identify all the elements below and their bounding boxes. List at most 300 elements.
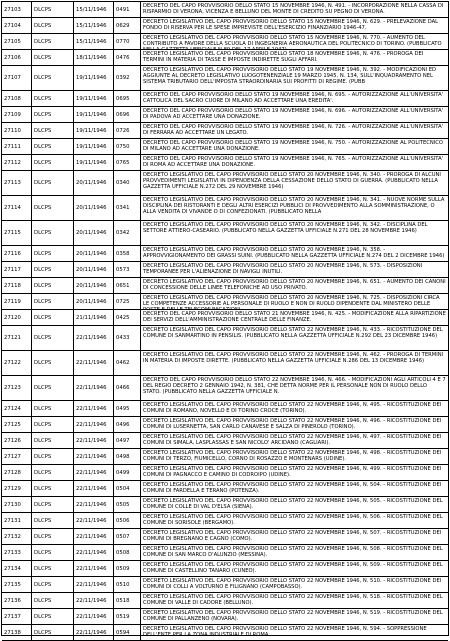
act-date-cell [74, 465, 114, 480]
act-description-text: DECRETO LEGISLATIVO DEL CAPO PROVVISORIO DELLO STATO 22 NOVEMBRE 1946, N. 518. - RICOSTITUZIONE DEL COMUNE DI VALLE DI CADORE (BELLUNO). [143, 594, 443, 607]
record-number-cell [2, 326, 32, 350]
act-description-text: DECRETO LEGISLATIVO DEL CAPO PROVVISORIO DELLO STATO 15 NOVEMBRE 1946, N. 770. - AUMENTO DEL CONTRIBUTO A FAVORE DELLA SCUOLA DI INGEGNERIA AERONAUTICA DEL POLITECNICO DI TORINO. (PUBBLICATO [143, 35, 442, 48]
act-code-text: 0696 [116, 111, 130, 118]
act-type-text: DLCPS [34, 581, 52, 588]
act-description-cell [141, 91, 448, 106]
act-code-text: 0340 [116, 180, 130, 186]
act-code-text: 0765 [116, 159, 130, 166]
table-row [2, 433, 448, 449]
table-row [2, 310, 448, 326]
act-type-text: DLCPS [34, 298, 52, 305]
act-date-cell [74, 593, 114, 608]
record-number-text: 27125 [4, 421, 21, 428]
act-code-text: 0495 [116, 405, 130, 412]
record-number-text: 27112 [4, 159, 21, 166]
record-number-text: 27113 [4, 180, 21, 186]
table-row [2, 577, 448, 593]
act-description-text: DECRETO LEGISLATIVO DEL CAPO PROVVISORIO DELLO STATO 20 NOVEMBRE 1946, N. 341. - NUOVE NORME SULLA DISCIPLINA DEI RISTORANTI E DEGLI ALTRI ESERCIZI PUBBLICI DI PROVVEDIMENTO ALLA SOMMINISTRAZIONE, O ALLA VENDITA DI VIVANDE O DI CONFEZIONATI. (PUBBLICATO NELLA [143, 197, 445, 216]
record-number-cell [2, 625, 32, 640]
act-type-cell [32, 91, 74, 106]
act-type-cell [32, 561, 74, 576]
act-date-text: 21/11/1946 [76, 314, 107, 321]
table-row [2, 497, 448, 513]
act-date-cell [74, 449, 114, 464]
act-type-cell [32, 609, 74, 624]
act-type-cell [32, 529, 74, 544]
act-description-cell [141, 351, 448, 375]
act-description-cell [141, 417, 448, 432]
act-type-text: DLCPS [34, 453, 52, 460]
act-date-text: 22/11/1946 [76, 501, 107, 508]
act-code-cell [114, 246, 141, 261]
act-type-text: DLCPS [34, 549, 52, 556]
act-date-cell [74, 529, 114, 544]
record-number-cell [2, 2, 32, 17]
act-date-text: 22/11/1946 [76, 405, 107, 412]
act-type-text: DLCPS [34, 159, 52, 166]
table-row [2, 545, 448, 561]
act-type-cell [32, 2, 74, 17]
act-description-text: DECRETO LEGISLATIVO DEL CAPO PROVVISORIO DELLO STATO 22 NOVEMBRE 1946, N. 594. - SOPPRESSIONE DELL'ENTE PER LA ZONA INDUSTRIALE DI ROMA. [143, 626, 427, 639]
act-type-text: DLCPS [34, 421, 52, 428]
act-code-cell [114, 18, 141, 33]
act-date-text: 19/11/1946 [76, 75, 107, 81]
record-number-cell [2, 593, 32, 608]
record-number-text: 27127 [4, 453, 21, 460]
act-type-cell [32, 376, 74, 400]
act-date-cell [74, 609, 114, 624]
act-date-cell [74, 294, 114, 309]
act-description-text: DECRETO DEL CAPO PROVVISORIO DELLO STATO 19 NOVEMBRE 1946, N. 726. - AUTORIZZAZIONE ALL'UNIVERSITA' DI FERRARA AD ACCETTARE UN LEGATO. [143, 124, 444, 137]
record-number-text: 27109 [4, 111, 21, 118]
act-date-cell [74, 139, 114, 154]
act-type-text: DLCPS [34, 180, 52, 186]
record-number-text: 27124 [4, 405, 21, 412]
act-code-cell [114, 376, 141, 400]
act-code-cell [114, 609, 141, 624]
act-code-text: 0497 [116, 437, 130, 444]
record-number-text: 27123 [4, 385, 21, 391]
table-row [2, 246, 448, 262]
table-row [2, 18, 448, 34]
record-number-text: 27103 [4, 6, 21, 13]
act-code-text: 0433 [116, 335, 130, 341]
act-type-cell [32, 326, 74, 350]
act-description-text: DECRETO LEGISLATIVO DEL CAPO PROVVISORIO DELLO STATO 22 NOVEMBRE 1946, N. 519. - RICOSTITUZIONE DEL COMUNE DI PALLANZENO (NOVARA). [143, 610, 443, 623]
act-description-text: DECRETO DEL CAPO PROVVISORIO DELLO STATO 19 NOVEMBRE 1946, N. 696. - AUTORIZZAZIONE ALL'UNIVERSITA' DI PADOVA AD ACCETTARE UNA DONAZIONE. [143, 108, 444, 121]
record-number-cell [2, 561, 32, 576]
record-number-cell [2, 449, 32, 464]
act-type-cell [32, 221, 74, 245]
record-number-cell [2, 481, 32, 496]
record-number-cell [2, 107, 32, 122]
act-description-cell [141, 497, 448, 512]
act-code-text: 0594 [116, 629, 130, 636]
act-date-cell [74, 278, 114, 293]
act-description-cell [141, 433, 448, 448]
record-number-text: 27128 [4, 469, 21, 476]
act-code-cell [114, 262, 141, 277]
act-date-text: 22/11/1946 [76, 533, 107, 540]
act-description-cell [141, 2, 448, 17]
act-date-cell [74, 66, 114, 90]
act-type-cell [32, 481, 74, 496]
act-description-text: DECRETO LEGISLATIVO DEL CAPO PROVVISORIO DELLO STATO 20 NOVEMBRE 1946, N. 725. - DISPOSIZIONI CIRCA LE COMPETENZE ACCESSORIE AL PERSONALE DI RUOLO E NON DI RUOLO DIPENDENTE DAL MINISTERO DELLE [143, 295, 440, 308]
act-description-cell [141, 107, 448, 122]
act-type-cell [32, 155, 74, 170]
table-row [2, 107, 448, 123]
act-code-cell [114, 50, 141, 65]
record-number-text: 27115 [4, 230, 21, 236]
act-code-cell [114, 465, 141, 480]
record-number-text: 27105 [4, 38, 21, 45]
act-description-text: DECRETO LEGISLATIVO DEL CAPO PROVVISORIO DELLO STATO 20 NOVEMBRE 1946, N. 358. - APPROVVIGIONAMENTO DEI GRASSI SUINI. (PUBBLICATO NELLA GAZZETTA UFFICIALE N.274 DEL 2 DICEMBRE 1946) [143, 247, 445, 260]
act-type-text: DLCPS [34, 314, 52, 321]
table-row [2, 91, 448, 107]
record-number-cell [2, 609, 32, 624]
act-date-text: 20/11/1946 [76, 266, 107, 273]
act-code-text: 0573 [116, 266, 130, 273]
record-number-text: 27131 [4, 517, 21, 524]
record-number-cell [2, 34, 32, 49]
act-code-text: 0506 [116, 517, 130, 524]
act-date-text: 22/11/1946 [76, 565, 107, 572]
act-description-text: DECRETO LEGISLATIVO DEL CAPO PROVVISORIO DELLO STATO 22 NOVEMBRE 1946, N. 508. - RICOSTITUZIONE DEL COMUNE DI SAN MARCO D'ALUNZIO (MESSINA). [143, 546, 443, 559]
act-date-text: 22/11/1946 [76, 597, 107, 604]
record-number-text: 27130 [4, 501, 21, 508]
record-number-text: 27121 [4, 335, 21, 341]
act-description-cell [141, 139, 448, 154]
record-number-text: 27110 [4, 127, 21, 134]
act-date-cell [74, 107, 114, 122]
act-code-text: 0725 [116, 298, 130, 305]
act-type-cell [32, 107, 74, 122]
record-number-cell [2, 577, 32, 592]
act-type-cell [32, 433, 74, 448]
act-type-text: DLCPS [34, 111, 52, 118]
table-row [2, 34, 448, 50]
act-code-cell [114, 497, 141, 512]
act-code-cell [114, 139, 141, 154]
act-description-text: DECRETO LEGISLATIVO DEL CAPO PROVVISORIO DELLO STATO 22 NOVEMBRE 1946, N. 498. - RICOSTITUZIONE DEI COMUNI DI TERZO, FIUMICELLO, CORNO DI ROSAZZO E MONTENARS (UDINE). [143, 450, 442, 463]
act-code-cell [114, 326, 141, 350]
record-number-cell [2, 139, 32, 154]
act-description-text: DECRETO LEGISLATIVO DEL CAPO PROVVISORIO DELLO STATO 18 NOVEMBRE 1946, N. 476. - PROROGA DEI TERMINI IN MATERIA DI TASSE E IMPOSTE INDIRETTE SUGLI AFFARI. [143, 51, 424, 64]
table-row [2, 417, 448, 433]
act-date-cell [74, 34, 114, 49]
act-description-text: DECRETO LEGISLATIVO DEL CAPO PROVVISORIO DELLO STATO 20 NOVEMBRE 1946, N. 342. - DISCIPLINA DEL SETTORE ATTIERO-CASEARIO. (PUBBLICATO NELLA GAZZETTA UFFICIALE N.271 DEL 28 NOVEMBRE 1946) [143, 222, 428, 235]
act-date-text: 19/11/1946 [76, 111, 107, 118]
act-description-text: DECRETO DEL CAPO PROVVISORIO DELLO STATO 21 NOVEMBRE 1946, N. 425. - MODIFICAZIONE ALLA RIPARTIZIONE DEI SERVIZI DELL'AMMINISTRAZIONE CENTRALE DELLE FINANZE. [143, 311, 446, 324]
act-type-cell [32, 513, 74, 528]
act-type-text: DLCPS [34, 360, 52, 366]
act-description-text: DECRETO LEGISLATIVO DEL CAPO PROVVISORIO DELLO STATO 22 NOVEMBRE 1946, N. 504. - RICOSTITUZIONE DEI COMUNI DI FARDELLA E TERANO (POTENZA). [143, 482, 442, 495]
act-description-cell [141, 246, 448, 261]
act-description-cell [141, 196, 448, 220]
act-type-text: DLCPS [34, 95, 52, 102]
act-description-text: DECRETO DEL CAPO PROVVISORIO DELLO STATO 19 NOVEMBRE 1946, N. 765. - AUTORIZZAZIONE ALL'UNIVERSITA' DI ROMA AD ACCETTARE UNA DONAZIONE. [143, 156, 444, 169]
act-date-text: 22/11/1946 [76, 335, 107, 341]
act-date-text: 20/11/1946 [76, 230, 107, 236]
act-date-text: 22/11/1946 [76, 613, 107, 620]
act-code-text: 0462 [116, 360, 130, 366]
act-type-cell [32, 625, 74, 640]
act-description-cell [141, 294, 448, 309]
record-number-cell [2, 278, 32, 293]
act-code-text: 0726 [116, 127, 130, 134]
act-description-cell [141, 577, 448, 592]
table-row [2, 123, 448, 139]
record-number-cell [2, 196, 32, 220]
act-date-text: 22/11/1946 [76, 437, 107, 444]
act-type-text: DLCPS [34, 501, 52, 508]
record-number-text: 27138 [4, 629, 21, 636]
act-date-text: 20/11/1946 [76, 250, 107, 257]
table-row [2, 351, 448, 376]
act-type-cell [32, 18, 74, 33]
act-description-cell [141, 561, 448, 576]
record-number-cell [2, 376, 32, 400]
act-type-text: DLCPS [34, 405, 52, 412]
act-date-text: 19/11/1946 [76, 159, 107, 166]
act-code-cell [114, 545, 141, 560]
act-type-cell [32, 34, 74, 49]
record-number-cell [2, 465, 32, 480]
act-description-cell [141, 34, 448, 49]
act-description-cell [141, 50, 448, 65]
act-type-text: DLCPS [34, 127, 52, 134]
act-code-text: 0342 [116, 230, 130, 236]
table-row [2, 139, 448, 155]
act-date-cell [74, 401, 114, 416]
record-number-cell [2, 91, 32, 106]
act-date-cell [74, 433, 114, 448]
act-description-text: DECRETO DEL CAPO PROVVISORIO DELLO STATO 19 NOVEMBRE 1946, N. 695. - AUTORIZZAZIONE ALL'UNIVERSITA' CATTOLICA DEL SACRO CUORE DI MILANO AD ACCETTARE UNA EREDITA'. [143, 92, 444, 105]
record-number-text: 27114 [4, 205, 21, 211]
act-description-cell [141, 593, 448, 608]
act-code-cell [114, 91, 141, 106]
act-type-text: DLCPS [34, 335, 52, 341]
act-code-cell [114, 310, 141, 325]
act-date-cell [74, 262, 114, 277]
act-type-cell [32, 351, 74, 375]
act-code-cell [114, 577, 141, 592]
act-code-text: 0425 [116, 314, 130, 321]
act-code-text: 0510 [116, 581, 130, 588]
act-date-text: 20/11/1946 [76, 180, 107, 186]
act-type-text: DLCPS [34, 565, 52, 572]
act-date-cell [74, 417, 114, 432]
act-code-cell [114, 107, 141, 122]
act-type-cell [32, 66, 74, 90]
act-date-text: 19/11/1946 [76, 127, 107, 134]
act-code-cell [114, 34, 141, 49]
record-number-text: 27116 [4, 250, 21, 257]
record-number-text: 27111 [4, 143, 21, 150]
record-number-text: 27136 [4, 597, 21, 604]
act-type-cell [32, 401, 74, 416]
act-date-cell [74, 561, 114, 576]
legislation-table [1, 1, 449, 639]
act-description-cell [141, 66, 448, 90]
act-date-text: 20/11/1946 [76, 282, 107, 289]
act-code-text: 0695 [116, 95, 130, 102]
act-code-text: 0629 [116, 22, 130, 29]
table-row [2, 196, 448, 221]
act-type-cell [32, 123, 74, 138]
act-code-cell [114, 66, 141, 90]
table-row [2, 326, 448, 351]
act-description-text: DECRETO LEGISLATIVO DEL CAPO PROVVISORIO DELLO STATO 19 NOVEMBRE 1946, N. 392. - MODIFICAZIONI ED AGGIUNTE AL DECRETO LEGISLATIVO LUOGOTENENZIALE 19 MARZO 1945, N. 134, SULL'INQUADRAMENTO NEL SISTEMA TRIBUTARIO DELL'IMPOSTA STRAORDINARIA SUI PROFITTI DI REGIME. (PUBB [143, 67, 437, 86]
act-code-cell [114, 294, 141, 309]
record-number-cell [2, 18, 32, 33]
record-number-cell [2, 310, 32, 325]
act-code-cell [114, 351, 141, 375]
act-date-text: 22/11/1946 [76, 517, 107, 524]
act-type-cell [32, 139, 74, 154]
act-description-text: DECRETO LEGISLATIVO DEL CAPO PROVVISORIO DELLO STATO 22 NOVEMBRE 1946, N. 510. - RICOSTITUZIONE DEI COMUNI DI COLLI A VOLTURNO E FILIGNANO (CAMPOBASSO). [143, 578, 442, 591]
act-description-cell [141, 376, 448, 400]
act-type-text: DLCPS [34, 6, 52, 13]
act-type-text: DLCPS [34, 54, 52, 61]
act-code-text: 0496 [116, 421, 130, 428]
act-description-cell [141, 481, 448, 496]
act-code-cell [114, 196, 141, 220]
act-type-text: DLCPS [34, 613, 52, 620]
act-type-text: DLCPS [34, 22, 52, 29]
record-number-cell [2, 513, 32, 528]
act-code-text: 0651 [116, 282, 130, 289]
table-row [2, 262, 448, 278]
record-number-cell [2, 123, 32, 138]
act-code-cell [114, 123, 141, 138]
act-type-cell [32, 262, 74, 277]
act-description-text: DECRETO LEGISLATIVO DEL CAPO PROVVISORIO DELLO STATO 22 NOVEMBRE 1946, N. 507. - RICOSTITUZIONE DEI COMUNI DI BREGNANO E CAGNO (COMO). [143, 530, 442, 543]
table-row [2, 171, 448, 196]
act-type-cell [32, 449, 74, 464]
act-type-text: DLCPS [34, 517, 52, 524]
act-code-text: 0491 [116, 6, 130, 13]
act-date-text: 20/11/1946 [76, 298, 107, 305]
act-date-cell [74, 246, 114, 261]
act-type-cell [32, 50, 74, 65]
record-number-text: 27126 [4, 437, 21, 444]
act-description-cell [141, 529, 448, 544]
act-date-text: 19/11/1946 [76, 95, 107, 102]
act-date-text: 15/11/1946 [76, 38, 107, 45]
act-code-cell [114, 401, 141, 416]
record-number-cell [2, 221, 32, 245]
record-number-cell [2, 351, 32, 375]
act-type-cell [32, 246, 74, 261]
act-code-text: 0508 [116, 549, 130, 556]
act-date-text: 15/11/1946 [76, 6, 107, 13]
act-description-text: DECRETO DEL CAPO PROVVISORIO DELLO STATO 15 NOVEMBRE 1946, N. 491. - INCORPORAZIONE NELLA CASSA DI RISPARMIO DI VERONA, VICENZA E BELLUNO DEL MONTE DI CREDITO SU PEGNO DI VERONA. [143, 3, 444, 16]
act-description-cell [141, 123, 448, 138]
act-date-cell [74, 481, 114, 496]
act-type-text: DLCPS [34, 533, 52, 540]
act-type-text: DLCPS [34, 143, 52, 150]
act-code-cell [114, 625, 141, 640]
table-row [2, 593, 448, 609]
act-code-text: 0509 [116, 565, 130, 572]
act-code-cell [114, 417, 141, 432]
act-date-text: 20/11/1946 [76, 205, 107, 211]
act-date-cell [74, 18, 114, 33]
act-date-text: 22/11/1946 [76, 549, 107, 556]
act-type-text: DLCPS [34, 282, 52, 289]
table-row [2, 294, 448, 310]
act-code-cell [114, 481, 141, 496]
act-type-text: DLCPS [34, 469, 52, 476]
record-number-text: 27120 [4, 314, 21, 321]
act-description-cell [141, 171, 448, 195]
act-date-cell [74, 625, 114, 640]
act-code-cell [114, 171, 141, 195]
act-date-cell [74, 221, 114, 245]
act-description-text: DECRETO LEGISLATIVO DEL CAPO PROVVISORIO DELLO STATO 15 NOVEMBRE 1946, N. 629. - PRELEVAZIONE DAL FONDO DI RISERVA PER LE SPESE IMPREVISTE DELL'ESERCIZIO FINANZIARIO 1946-47. [143, 19, 439, 32]
act-code-text: 0518 [116, 597, 130, 604]
table-row [2, 625, 448, 641]
act-type-cell [32, 171, 74, 195]
record-number-cell [2, 171, 32, 195]
act-code-cell [114, 529, 141, 544]
record-number-text: 27117 [4, 266, 21, 273]
record-number-cell [2, 497, 32, 512]
act-code-text: 0466 [116, 385, 130, 391]
act-code-cell [114, 433, 141, 448]
act-date-text: 22/11/1946 [76, 581, 107, 588]
table-row [2, 449, 448, 465]
act-description-cell [141, 155, 448, 170]
act-date-cell [74, 310, 114, 325]
record-number-text: 27137 [4, 613, 21, 620]
act-type-text: DLCPS [34, 266, 52, 273]
act-description-cell [141, 262, 448, 277]
record-number-text: 27118 [4, 282, 21, 289]
act-date-cell [74, 376, 114, 400]
act-type-text: DLCPS [34, 385, 52, 391]
act-description-text: DECRETO LEGISLATIVO DEL CAPO PROVVISORIO DELLO STATO 22 NOVEMBRE 1946, N. 499. - RICOSTITUZIONE DEI COMUNI DI PAGNACCO E CAMINO DI CODROIPO (UDINE). [143, 466, 442, 479]
record-number-cell [2, 66, 32, 90]
act-type-cell [32, 593, 74, 608]
act-date-text: 22/11/1946 [76, 485, 107, 492]
act-date-text: 22/11/1946 [76, 360, 107, 366]
act-type-text: DLCPS [34, 75, 52, 81]
act-description-text: DECRETO LEGISLATIVO DEL CAPO PROVVISORIO DELLO STATO 22 NOVEMBRE 1946, N. 497. - RICOSTITUZIONE DEI COMUNI DI SIMALA, LASPLASSAS E SAN NICOLO' ARCIDANO (CAGLIARI). [143, 434, 442, 447]
table-row [2, 513, 448, 529]
table-row [2, 529, 448, 545]
act-description-cell [141, 221, 448, 245]
act-date-cell [74, 155, 114, 170]
act-code-text: 0750 [116, 143, 130, 150]
act-description-text: DECRETO DEL CAPO PROVVISORIO DELLO STATO 19 NOVEMBRE 1946, N. 750. - AUTORIZZAZIONE AL POLITECNICO DI MILANO AD ACCETTARE UNA DONAZIONE. [143, 140, 443, 153]
act-description-text: DECRETO LEGISLATIVO DEL CAPO PROVVISORIO DELLO STATO 22 NOVEMBRE 1946, N. 495. - RICOSTITUZIONE DEI COMUNI DI ROMANO, NOVELLO E DI TORINO CROCE (TORINO). [143, 402, 442, 415]
act-date-cell [74, 497, 114, 512]
record-number-text: 27107 [4, 75, 21, 81]
act-date-cell [74, 351, 114, 375]
act-description-cell [141, 545, 448, 560]
act-type-cell [32, 497, 74, 512]
act-code-cell [114, 513, 141, 528]
act-type-text: DLCPS [34, 597, 52, 604]
table-row [2, 66, 448, 91]
act-date-text: 15/11/1946 [76, 22, 107, 29]
act-code-cell [114, 278, 141, 293]
act-date-text: 22/11/1946 [76, 385, 107, 391]
act-code-text: 0504 [116, 485, 130, 492]
act-date-cell [74, 326, 114, 350]
